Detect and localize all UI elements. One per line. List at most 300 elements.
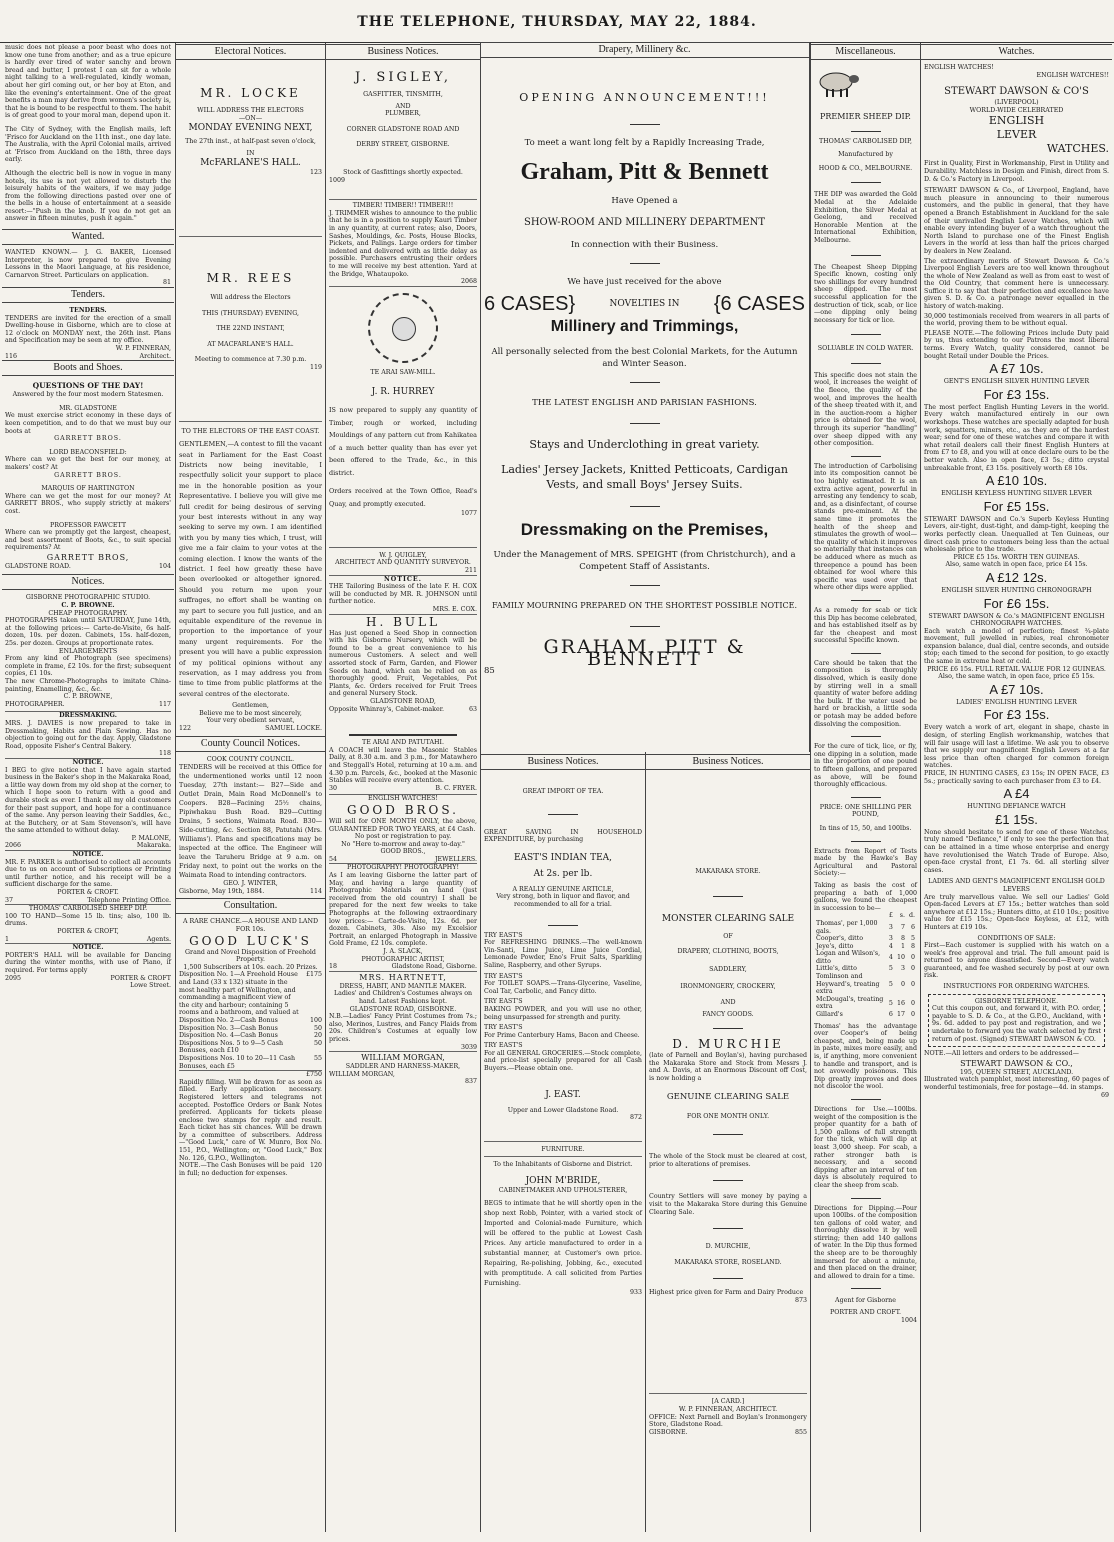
table-cell: 3 [900,965,905,973]
table-cell: 10 [896,954,905,962]
ladies-text: Are truly marvellous value. We sell our Ladies' Gold Open-faced Levers at £7 15s.; better watches than sold anywhere at £12 15s.; Hunters ditto, at £10 10s.; positive value for £15 15s.; Open-face Keyless, at £12, with Hunters at £19 10s. [924,893,1109,931]
table-header-cell: £ [888,912,893,920]
try-hams: For Prime Canterbury Hams, Bacon and Cheese. [484,1031,640,1039]
table-cell: 5 [888,999,893,1007]
hartnett-nb: N.B.—Ladies' Fancy Print Costumes from 7s.; also, Merinos, Lustres, and Fancy Plaids from 20s. Children's Costumes at equally low prices. [329,1013,477,1043]
hartnett-address: GLADSTONE ROAD, GISBORNE. [349,1005,457,1013]
locke-will: WILL ADDRESS THE ELECTORS [197,107,304,114]
disposition-label: Dispositions Nos. 10 to 20—11 Cash Bonuses, each £5 [179,1054,296,1070]
electric-bell-news: Although the electric bell is now in vogue in many hotels, its use is not yet allowed to disturb the leisurely habits of the waiters, if we may judge from the following directions pasted over one of the bells in a house of entertainment at a seaside resort:—"Push in the knob. If you do not get an answer in fifteen minutes, push it again." [5,169,171,223]
section-header-miscellaneous: Miscellaneous. [811,44,920,60]
clearing-of: OF [723,932,733,940]
rees-name: MR. REES [206,270,295,285]
cox-notice: THE Tailoring Business of the late F. H. COX will be conducted by MR. R. JOHNSON until further notice. [329,583,477,606]
column-2 [176,42,325,1532]
ad-number: 211 [464,567,477,575]
whole-stock: The whole of the Stock must be cleared at cost, prior to alterations of premises. [649,1153,807,1168]
dressmaking: Dressmaking on the Premises, [520,520,769,539]
english-watches-1: ENGLISH WATCHES! [924,64,994,71]
browne-role: PHOTOGRAPHER. [5,700,65,708]
tenders-signature: W. P. FINNERAN, [115,345,171,352]
porter-croft: PORTER & CROFT. [57,889,119,897]
sydney-news: The City of Sydney, with the English mails, left 'Frisco for Auckland on the 11th inst., one day late. The Australia, with the April Colonial mails, arrived at 'Frisco from Auckland on the 18th, three days early. [5,125,171,164]
disposition-row [179,1025,322,1033]
table-cell: Cooper's, ditto [816,935,864,943]
section-header-consultation: Consultation. [176,898,325,914]
opening-announcement: OPENING ANNOUNCEMENT!!! [519,91,770,104]
ad-number: 855 [794,1428,807,1436]
hurrey-name: J. R. HURREY [371,387,435,398]
ad-number: 37 [5,896,14,904]
timber-title: TIMBER! TIMBER!! TIMBER!!! [352,202,454,210]
sdco-name: STEWART DAWSON & CO., [960,1058,1073,1068]
selected: All personally selected from the best Colonial Markets, for the Autumn and Winter Season. [491,347,798,369]
directions-use: Directions for Use.—100lbs. weight of the composition is the proper quantity for a bath of 1,500 gallons of full strength for the tick, which will dip at least 3,000 sheep. For scab, a rather stronger bath is necessary, and a second dipping after an interval of ten days is absolutely required to clear the sheep from scab. [814,1105,917,1189]
price-2: A £10 10s. [985,473,1048,489]
table-header-cell: s. [899,912,905,920]
sawmill-title: TE ARAI SAW-MILL. [370,368,436,376]
ad-number: 1009 [329,176,346,184]
english-watches-2: ENGLISH WATCHES!! [1036,71,1109,79]
good-bros-signature: GOOD BROS., [380,848,426,856]
makaraka-store: MAKARAKA STORE. [695,868,761,875]
goods-ironmongery: IRONMONGERY, CROCKERY, [680,983,776,991]
price-3-desc: ENGLISH SILVER HUNTING CHRONOGRAPH [941,586,1092,594]
table-row [814,935,917,943]
awarded: THE DIP was awarded the Gold Medal at the Adelaide Exhibition, the Silver Medal at Geelong, and received Honorable Mention at the International Exhibition, Melbourne. [814,191,917,244]
price-4-for: For £3 15s. [983,707,1050,723]
english-watches: ENGLISH WATCHES! [329,794,477,803]
boots-a4: Where can we promptly get the largest, cheapest, and best assortment of Boots, &c., to suit special requirements? At [5,529,171,552]
boots-subtitle: Answered by the four most modern Statesmen. [12,391,164,399]
taking: Taking as basis the cost of preparing a bath of 1,000 gallons, we found the cheapest in succession to be— [814,881,917,912]
ad-number: 3039 [460,1043,477,1051]
ad-number: 114 [309,887,322,895]
ad-number: 2068 [460,278,477,286]
browne-name: C. P. BROWNE. [61,602,115,610]
ad-number: 122 [179,725,192,733]
price-3-sub: STEWART DAWSON & Co.'s MAGNIFICENT ENGLISH CHRONOGRAPH WATCHES. [928,612,1105,628]
agent: Agent for Gisborne [835,1297,896,1305]
enlargements-text: From any kind of Photograph (see specimens) complete in frame, £2 10s. for the first; subsequent copies, £1 10s. [5,655,171,678]
rees-day: THIS (THURSDAY) EVENING, [201,309,299,317]
price-5-for: £1 15s. [995,811,1038,827]
table-row [814,996,917,1011]
disposition-value: 55 [313,1054,322,1062]
price-3-text: Each watch a model of perfection; finest ¾-plate movement, full jewelled in rubies, real chronometer expansion balance, dual dial, centre seconds, and outside stop; each timed to the second for position, to go exactly the same in extreme heat or cold. [924,627,1109,666]
garrett-name: GARRETT BROS. [54,435,122,443]
please-note: PLEASE NOTE.—The following Prices include Duty paid by us, thus extending to our Patrons the most liberal terms. Every Watch, quality considered, cannot be bought Retail under Double the Prices. [924,329,1109,360]
masthead: THE TELEPHONE, THURSDAY, MAY 22, 1884. [357,14,757,30]
hartnett-name: MRS. HARTNETT, [329,971,477,983]
rees-time: Meeting to commence at 7.30 p.m. [194,356,307,364]
porter-address: Lowe Street. [130,982,171,990]
section-header-electoral: Electoral Notices. [176,44,325,60]
dispositions-total: £750 [179,1070,322,1079]
table-cell: 6 [888,1011,893,1019]
sheep-icon [814,68,862,98]
table-cell: 5 [888,980,893,988]
murchie-signature: D. MURCHIE, [705,1243,751,1251]
try-east: TRY EAST'S [484,1042,523,1050]
cure: For the cure of tick, lice, or fly, one dipping in a solution, made in the proportion of one pound to fifteen gallons, and prepared as above, will be found thoroughly efficacious. [814,743,917,789]
table-cell: 4 [888,954,893,962]
dressmaking-title: DRESSMAKING. [5,711,171,720]
slack-text: As I am leaving Gisborne the latter part of May, and having a large quantity of Photographic Materials on hand (just received from the old country) I shall be prepared for the next few weeks to take Photographs at the following extraordinary low prices:— Carte-de-Visite, 12s. 6d. per dozen. Cabinets, 30s. Also my Excelsior Portrait, an enlarged Photograph in Massive Gold Frame, £2 10s. complete. [329,872,477,948]
ad-number: 837 [464,1078,477,1086]
bull-address2: Opposite Whinray's, Cabinet-maker. [329,705,445,713]
section-header-business: Business Notices. [481,754,645,770]
table-row [814,973,917,996]
column-7 [811,42,920,1532]
extracts: Extracts from Report of Tests made by the Hawke's Bay Agricultural and Pastoral Society:— [814,847,917,878]
table-cell: Tomlinson and Heyward's, treating extra [816,973,880,996]
quigley-name: W. J. QUIGLEY, [379,551,427,559]
table-cell: 5 [888,965,893,973]
watches-extra: The extraordinary merits of Stewart Dawson & Co.'s Liverpool English Levers are too well known throughout the whole of New Zealand as well as from east to west of the Old Country, that comment here is unnecessary. Suffice it to say that their perfection and excellence have given S. D. & Co. a patronage never equalled in the history of watch-making. [924,257,1109,311]
disposition-value: 50 [313,1039,322,1047]
coupon-text: Cut this coupon out, and forward it, with P.O. order, payable to S. D. & Co., at the G.P.O., Auckland, with 9s. 6d. added to pay post and registration, and we undertake to forward you the watch selected by first return of post. (Signed) STEWART DAWSON & CO. [932,1005,1101,1043]
morgan-text: WILLIAM MORGAN, [329,1070,395,1078]
price-1-for: For £3 15s. [983,386,1050,402]
ad-number: 1077 [460,510,477,518]
gentlemen: Gentlemen, [232,702,269,710]
locke-on: —ON— [238,114,263,122]
sdco-address: 195, QUEEN STREET, AUCKLAND. [959,1068,1074,1076]
stays: Stays and Underclothing in great variety. [529,438,760,451]
ad-number: 117 [158,700,171,708]
pamphlet: Illustrated watch pamphlet, most interesting, 60 pages of wonderful testimonials, free for postage—4d. in stamps. [924,1076,1109,1091]
hurrey-orders: Orders received at the Town Office, Read's Quay, and promptly executed. [329,487,477,508]
stewart-dawson: STEWART DAWSON & CO'S [944,86,1089,98]
table-cell: Little's, ditto [816,965,857,973]
furniture-to: To the Inhabitants of Gisborne and District. [493,1161,633,1169]
first-quality: First in Quality, First in Workmanship, First in Utility and Durability. Matchless in Design and Finish, direct from S. D. & Co.'s Factory in Liverpool. [924,160,1109,183]
ad-number: 872 [629,1114,642,1122]
coach-icon [349,716,457,736]
consultation-note: NOTE.—The Cash Bonuses will be paid in full; no deduction for expenses. [179,1162,305,1177]
tea-import: GREAT IMPORT OF TEA. [522,788,604,795]
have-opened: Have Opened a [611,196,678,206]
county-tenders: TENDERS will be received at this Office for the undermentioned works until 12 noon Tuesday, 27th instant:— B27—Side and Outlet Drain, Main Road McDonnell's to Coopers. B28—Facining 25½ chains, Pipiwhakau Bush Road. B29—Cutting Drains, 5 sections, Waimata Road. B30—Side-cutting, &c. Section 88, Patutahi (Mrs. Williams'). Plans and specifications may be inspected at the office. The Engineer will leave the Taruheru Bridge at 9 a.m. on Friday next, to point out the works on the Waimata Road to intending contractors. [179,764,322,880]
morgan-name: WILLIAM MORGAN, [329,1051,477,1063]
slack-address: Gladstone Road, Gisborne. [391,963,477,971]
table-cell: 0 [910,965,915,973]
parker-notice: MR. F. PARKER is authorised to collect all accounts due to us on account of Subscriptions or Printing until further notice, and his receipt will be a sufficient discharge for the same. [5,858,171,889]
price-1-desc: GENT'S ENGLISH SILVER HUNTING LEVER [943,378,1090,386]
ad-number: 81 [162,279,171,287]
disposition-label: Disposition No. 1—A Freehold House and Land (33 x 132) situate in the most healthy part of Wellington, and commanding a magnificent view of the city and harbour; containing 5 rooms and a bathroom, and valued at [179,971,299,1017]
ad-number: 85 [484,666,495,676]
rees-date: THE 22ND INSTANT, [216,325,285,333]
table-cell: 0 [910,954,915,962]
porter-office: Telephone Printing Office. [87,896,171,904]
column-3 [326,42,480,1532]
tenders-ad: TENDERS are invited for the erection of a small Dwelling-house in Gisborne, which are to close at 12 o'clock on MONDAY next, the 26th inst. Plans and Specification may be seen at my office. [5,314,171,345]
boots-q3: MARQUIS OF HARTINGTON [41,485,135,493]
firm-name: Graham, Pitt & Bennett [520,159,769,185]
price-3-price: PRICE £6 15s. FULL RETAIL VALUE FOR 12 GUINEAS. [927,665,1106,673]
east-address: Upper and Lower Gladstone Road. [507,1106,619,1114]
luck-sub: Grand and Novel Disposition of Freehold Property. [185,948,316,964]
coach-title: TE ARAI AND PATUTAHI. [362,739,444,747]
saw-blade-icon [368,293,438,363]
finneran-name: W. P. FINNERAN, ARCHITECT. [678,1406,778,1414]
price-1: A £7 10s. [989,361,1044,377]
table-cell: 0 [910,980,915,988]
price-4-price: PRICE, IN HUNTING CASES, £3 15s; IN OPEN FACE, £3 5s.; practically saving to each purchaser from £3 to £4. [924,770,1109,785]
ladies-title: LADIES AND GENT'S MAGNIFICENT ENGLISH GOLD LEVERS [928,878,1105,893]
clearing-sale: MONSTER CLEARING SALE [661,913,795,924]
locke-time: The 27th inst., at half-past seven o'clock, [185,138,316,146]
malone-place: Makaraka. [136,842,171,850]
locke-address: GENTLEMEN,—A contest to fill the vacant seat in Parliament for the East Coast Districts now being inevitable, I respectfully solicit your support to place me in the honorable position as your Representative. I believe you will give me full credit for being desirous of serving your best interests without in any way seeking to serve my own. I am identified with you by many ties which, I trust, will give me a fair claim to your votes at the coming election. I know the wants of the district. I feel how greatly these have been overlooked or altogether ignored. Should you return me upon your suffrages, no effort shall be wanting on my part to secure you full justice, and an equitable expenditure of the revenue in proportion to the importance of your many urgent requirements. For the present you will have a public expression of my political opinions without any reservation, as I may address you from time to time from public platforms at the several centres of the electorate. [179,440,322,698]
liverpool: (LIVERPOOL) [994,99,1039,107]
chromo-text: The new Chrome-Photographs to imitate China-painting, Enamelling, &c., &c. [5,678,171,693]
table-cell: 0 [900,980,905,988]
tins: In tins of 15, 50, and 100lbs. [819,824,912,832]
east-indian-tea: EAST'S INDIAN TEA, [513,852,613,863]
bull-text: Has just opened a Seed Shop in connection with his Gisborne Nursery, which will be found to be a great convenience to his numerous Customers. A select and well assorted stock of Farm, Garden, and Flower Seeds on hand, which can be relied on as thoroughly good. Fruit, Vegetables, Pot Plants, &c. Orders received for Fruit Trees and general Nursery Stock. [329,629,477,698]
section-header-boots: Boots and Shoes. [2,360,174,376]
genuine-sale: GENUINE CLEARING SALE [666,1091,790,1102]
conditions: CONDITIONS OF SALE: [977,934,1056,942]
ad-number: 120 [309,1162,322,1170]
notice-title: NOTICE. [5,758,171,767]
disposition-label: Dispositions Nos. 5 to 9—5 Cash Bonuses, each £10 [179,1039,284,1055]
ad-number: 2066 [5,842,22,850]
east-name: J. EAST. [545,1089,581,1100]
garrett-name: GARRETT BROS. [54,471,122,479]
rees-hall: AT MACFARLANE'S HALL. [207,340,294,348]
mbride-name: JOHN M'BRIDE, [525,1176,601,1187]
table-cell: 8 [900,935,905,943]
murchie-name: D. MURCHIE [672,1037,784,1052]
boots-title: QUESTIONS OF THE DAY! [32,381,144,391]
order-coupon[interactable] [928,994,1105,1048]
try-east: TRY EAST'S [484,972,523,980]
column-1 [2,42,174,1532]
disposition-value: 20 [313,1032,322,1040]
fashions: THE LATEST ENGLISH AND PARISIAN FASHIONS. [532,398,757,408]
table-cell: 5 [910,935,915,943]
drapery-advertisement [480,42,810,752]
advantage: Thomas' has the advantage over Cooper's of being cheapest, and, being made up in paste, mixes more easily, and is, if anything, more convenient to handle and transport, and is not avowedly poisonous. This Dip greatly improves and does not discolor the wool. [814,1022,917,1091]
table-cell: 8 [910,942,915,950]
price-2-price: PRICE £5 15s. WORTH TEN GUINEAS. [953,553,1080,561]
section-header-watches: Watches. [921,44,1112,60]
locke-day: MONDAY EVENING NEXT, [188,123,313,134]
jackets: Ladies' Jersey Jackets, Knitted Petticoats, Cardigan Vests, and small Boys' Jersey Suits. [501,463,788,491]
try-groceries: For all GENERAL GROCERIES.—Stock complete, and price-list specially prepared for all Cash Buyers.—Please obtain one. [484,1049,642,1073]
disposition-label: Disposition No. 4—Cash Bonus [179,1032,278,1040]
try-east: TRY EAST'S [484,1024,523,1032]
price-1-text: The most perfect English Hunting Levers in the world. Every watch manufactured entirely in our own workshops. These watches are specially adapted for bush work, squatters, miners, etc., as they are of the hardest wear; send for one of these watches and compare it with what retail dealers call their finest English Hunters at from £7 to £8, and you will at once declare ours to be the better watch. Also in open face, £3 5s.; ditto crystal unbreakable front, £3 15s. positively worth £8 10s. [924,403,1109,472]
table-header-cell [814,912,887,920]
photo-text: PHOTOGRAPHS taken until SATURDAY, June 14th, at the following prices:— Carte-de-Visite, 6s half-dozen, 10s. per dozen. Cabinets, 15s. half-dozen, 25s. per dozen. Groups at proportionate rates. [5,617,171,648]
care: Care should be taken that the composition is thoroughly dissolved, which is easily done by stirring well in a small quantity of water before adding the bulk. If the water used be hard or brackish, a little soda or potash may be added before dissolving the composition. [814,659,917,728]
finneran-office: OFFICE: Next Parnell and Boylan's Ironmongery Store, Gladstone Road. [649,1413,807,1429]
hood-co: HOOD & CO., MELBOURNE. [818,164,913,172]
table-cell: 3 [888,923,893,931]
good-bros-role: JEWELLERS. [435,855,477,863]
section-header-county: County Council Notices. [176,736,325,752]
bull-name: H. BULL [329,614,477,630]
boots-a1: We must exercise strict economy in these days of keen competition, and to do that we must buy our boots at [5,412,171,435]
ad-number: 873 [794,1296,807,1304]
tenders-title: TENDERS. [69,307,107,315]
bull-address: GLADSTONE ROAD, [370,697,436,705]
firm-name-caps: GRAHAM, PITT & BENNETT [543,636,746,670]
section-header-notices: Notices. [2,574,174,590]
cases-right: {6 CASES [713,293,805,315]
ad-number: 63 [468,705,477,713]
sigley-addr2: DERBY STREET, GISBORNE. [356,141,450,149]
price-4-text: Every watch a work of art, elegant in shape, chaste in design, of sterling English workmanship, watches that will fair usage will last a lifetime. We ask you to observe that we supply our magnificent English Levers at a far less price than often charged for common foreign watches. [924,724,1109,770]
ad-number: 119 [309,363,322,371]
locke-in: IN [246,149,255,157]
cox-signature: MRS. E. COX. [432,606,477,614]
management: Under the Management of MRS. SPEIGHT (from Christchurch), and a Competent Staff of Assistants. [493,550,796,572]
sigley-trade1: GASFITTER, TINSMITH, [363,91,443,98]
disposition-value: £175 [305,971,322,979]
garrett-big: GARRETT BROS, [46,552,130,562]
disposition-row [179,1017,322,1025]
table-cell: 16 [896,999,905,1007]
goods-drapery: DRAPERY, CLOTHING, BOOTS, [677,948,779,956]
disposition-value: 50 [313,1024,322,1032]
malone-notice: I BEG to give notice that I have again started business in the Baker's shop in the Makaraka Road, a little way down from my old shop at the corner, to which I hope soon to return with a good and durable stock as ever. I thank all my old customers for their past support, and hope for a continuance of the same. Any person leaving their Saddles, &c., at the Butchery, or at Sam Stevenson's, will have the same attended to without delay. [5,766,171,835]
cook-county: COOK COUNTY COUNCIL. [206,755,295,763]
table-cell: 1 [900,942,905,950]
showroom: SHOW-ROOM AND MILLINERY DEPARTMENT [523,217,765,228]
price-3: A £12 12s. [985,569,1048,585]
soluble: SOLUABLE IN COLD WATER. [817,345,914,353]
tea-genuine: A REALLY GENUINE ARTICLE, [512,885,614,893]
rare-chance: A RARE CHANCE.—A HOUSE AND LAND FOR 10s. [182,918,319,934]
coach-signature: B. C. FRYER. [435,784,477,792]
section-header-tenders: Tenders. [2,287,174,303]
locke-hall: McFARLANE'S HALL. [200,158,301,169]
mbride-text: BEGS to intimate that he will shortly open in the shop next Robb, Pointer, with a varied stock of Imported and Colonial-made Furniture, which will be offered to the public at Lowest Cash Prices. Any article manufactured to order in a substantial manner, at Customer's own price. Repairing, Re-polishing, Jobbing, &c., executed with promptitude. A call solicited from Parties Furnishing. [484,1199,642,1287]
price-5-desc: HUNTING DEFIANCE WATCH [967,803,1066,811]
instructions: INSTRUCTIONS FOR ORDERING WATCHES. [943,983,1090,991]
ad-number: 18 [329,963,338,971]
boots-q1: MR. GLADSTONE [59,404,117,412]
thomas-dip: THOMAS' CARBOLISED DIP, [818,137,913,145]
ad-number: 104 [158,562,171,570]
table-cell: 4 [888,942,893,950]
to-electors: TO THE ELECTORS OF THE EAST COAST. [181,427,320,435]
price-2-text: STEWART DAWSON and Co.'s Superb Keyless Hunting Levers, air-tight, dust-tight, and damp-tight, keeping the works perfectly clean. Unequalled at Ten Guineas, our direct cash price to customers being less than the actual wholesale price to the trade. [924,515,1109,554]
morgan-trade: SADDLER AND HARNESS-MAKER, [345,1063,461,1071]
price-5-text: None should hesitate to send for one of these Watches, truly named "Defiance," if only to see the perfection that can be attained in a time whose enterprise and energy have revolutionised the Watch Trade of Europe. Also, open-face crystal front, £1 7s. 6d. all sterling silver cases. [924,828,1109,874]
good-luck: GOOD LUCK'S [189,933,312,948]
tea-saving: GREAT SAVING IN HOUSEHOLD EXPENDITURE, by purchasing [484,828,642,844]
coupon-header: GISBORNE TELEPHONE. [974,997,1059,1005]
quigley-trade: ARCHITECT AND QUANTITY SURVEYOR. [335,559,471,567]
good-bros: GOOD BROS. [347,802,459,817]
price-3-for: For £6 15s. [983,595,1050,611]
good-bros-text: Will sell for ONE MONTH ONLY, the above, GUARANTEED FOR TWO YEARS, at £4 Cash. [329,817,477,833]
received: We have just received for the above [567,277,722,287]
cheapest: The Cheapest Sheep Dipping Specific known, costing only two shillings for every hundred sheep dipped. The most successful application for the destruction of tick, scab, or lice—one dipping only being necessary for tick or lice. [814,263,917,324]
murchie-text: (late of Parnell and Boylan's), having purchased the Makaraka Store and Stock from Messrs J. and A. Davis, at an Enormous Discount off Cost, is now holding a [649,1052,807,1082]
price-2-for: For £5 15s. [983,498,1050,514]
ad-number: 54 [329,855,338,863]
price-4-desc: LADIES' ENGLISH HUNTING LEVER [956,698,1077,706]
ad-number: 116 [5,352,18,360]
manufactured-by: Manufactured by [838,151,893,159]
locke-signature: SAMUEL LOCKE. [265,725,322,733]
locke-name: MR. LOCKE [200,86,301,100]
disposition-label: Disposition No. 3—Cash Bonus [179,1024,278,1032]
section-header-drapery: Drapery, Millinery &c. [480,42,809,58]
boots-a3: Where can we get the most for our money? At GARRETT BROS., who supply strictly at makers' cost. [5,492,171,515]
try-east: TRY EAST'S [484,931,523,939]
table-cell: 17 [896,1011,905,1019]
dispositions-list [179,971,322,1070]
ad-number: 69 [1100,1091,1109,1099]
dip-text: 100 TO HAND—Some 15 lb. tins; also, 100 lb. drums. [5,912,171,928]
cheap-photography: CHEAP PHOTOGRAPHY. [48,609,128,617]
mbride-trade: CABINETMAKER AND UPHOLSTERER, [498,1187,628,1195]
coach-text: A COACH will leave the Masonic Stables Daily, at 8.30 a.m. and 3 p.m., for Matawhero and Steggall's Hotel, returning at 10 a.m. and 4.30 p.m. Parcels, &c., booked at the Masonic Stables will receive every attention. [329,746,477,785]
connection: In connection with their Business. [570,240,719,250]
winter-signature: GEO. J. WINTER, [223,880,278,888]
price: PRICE: ONE SHILLING PER POUND, [819,803,912,819]
luck-sub2: 1,500 Subscribers at 10s. each. 20 Prizes. [183,963,318,971]
boots-q4: PROFESSOR FAWCETT [49,521,127,529]
table-cell: Logan and Wilson's, ditto [816,950,881,965]
testimonials: 30,000 testimonials received from wearers in all parts of the world, proving them to be without equal. [924,312,1109,328]
garrett-address: GLADSTONE ROAD. [5,562,71,570]
try-east: TRY EAST'S [484,998,523,1006]
ad-number: 118 [158,750,171,758]
try-baking: BAKING POWDER, and you will use no other, being unsurpassed for strength and purity. [484,1005,642,1021]
specific: This specific does not stain the wool, it increases the weight of the fleece, the quality of the wool, and improves the health of the sheep treated with it, and in the auction-room a higher price is obtained for the wool, through its superior "handling" over sheep dipped with any other composition. [814,371,917,448]
lever: LEVER [996,128,1037,142]
photo-studio: GISBORNE PHOTOGRAPHIC STUDIO. [25,594,151,602]
notice-title: NOTICE. [5,943,171,952]
hurrey-text: IS now prepared to supply any quantity of Timber, rough or worked, including Mouldings of any pattern cut from Kahikatea of a much better quality than has ever yet been offered to the Trade, &c., in this district. [329,406,477,477]
table-cell: Thomas', per 1,000 gals. [816,919,878,935]
notice-title: NOTICE. [329,575,477,584]
table-row [814,920,917,935]
sigley-addr1: CORNER GLADSTONE ROAD AND [346,125,460,133]
disposition-row [179,1040,322,1055]
photography-title: PHOTOGRAPHY! PHOTOGRAPHY! [329,863,477,872]
sigley-name: J. SIGLEY, [354,70,452,85]
price-2-desc: ENGLISH KEYLESS HUNTING SILVER LEVER [941,490,1092,498]
boots-a2: Where can we get the best for our money, at makers' cost? At [5,456,171,471]
price-4: A £7 10s. [989,681,1044,697]
finneran-place: GISBORNE. [649,1428,688,1436]
section-header-business: Business Notices. [646,754,810,770]
porter-croft: PORTER AND CROFT. [829,1309,902,1317]
table-row [814,943,917,951]
table-cell: 3 [888,935,893,943]
disposition-label: Disposition No. 2—Cash Bonus [179,1016,278,1024]
hartnett-text: Ladies' and Children's Costumes always on hand. Latest Fashions kept. [333,990,473,1005]
disposition-row [179,1055,322,1070]
test-table [814,912,917,1018]
boots-q2: LORD BEACONSFIELD: [49,448,127,456]
agents: Agents. [146,935,171,943]
timber-ad: J. TRIMMER wishes to announce to the public that he is in a position to supply Kauri Timber in any quantity, at current rates; also, Doors, Sashes, Mouldings, &c. Posts, House Blocks, Pickets, and Palings. Large orders for timber indented and delivered with as little delay as possible. Purchasers entrusting their orders to me will receive my best attention. Yard at the Bridge, Whataupoko. [329,209,477,278]
goods-saddlery: SADDLERY, [709,965,747,973]
porters-hall-notice: PORTER'S HALL will be available for Dancing during the winter months, with use of Piano, if required. For terms apply [5,951,171,974]
